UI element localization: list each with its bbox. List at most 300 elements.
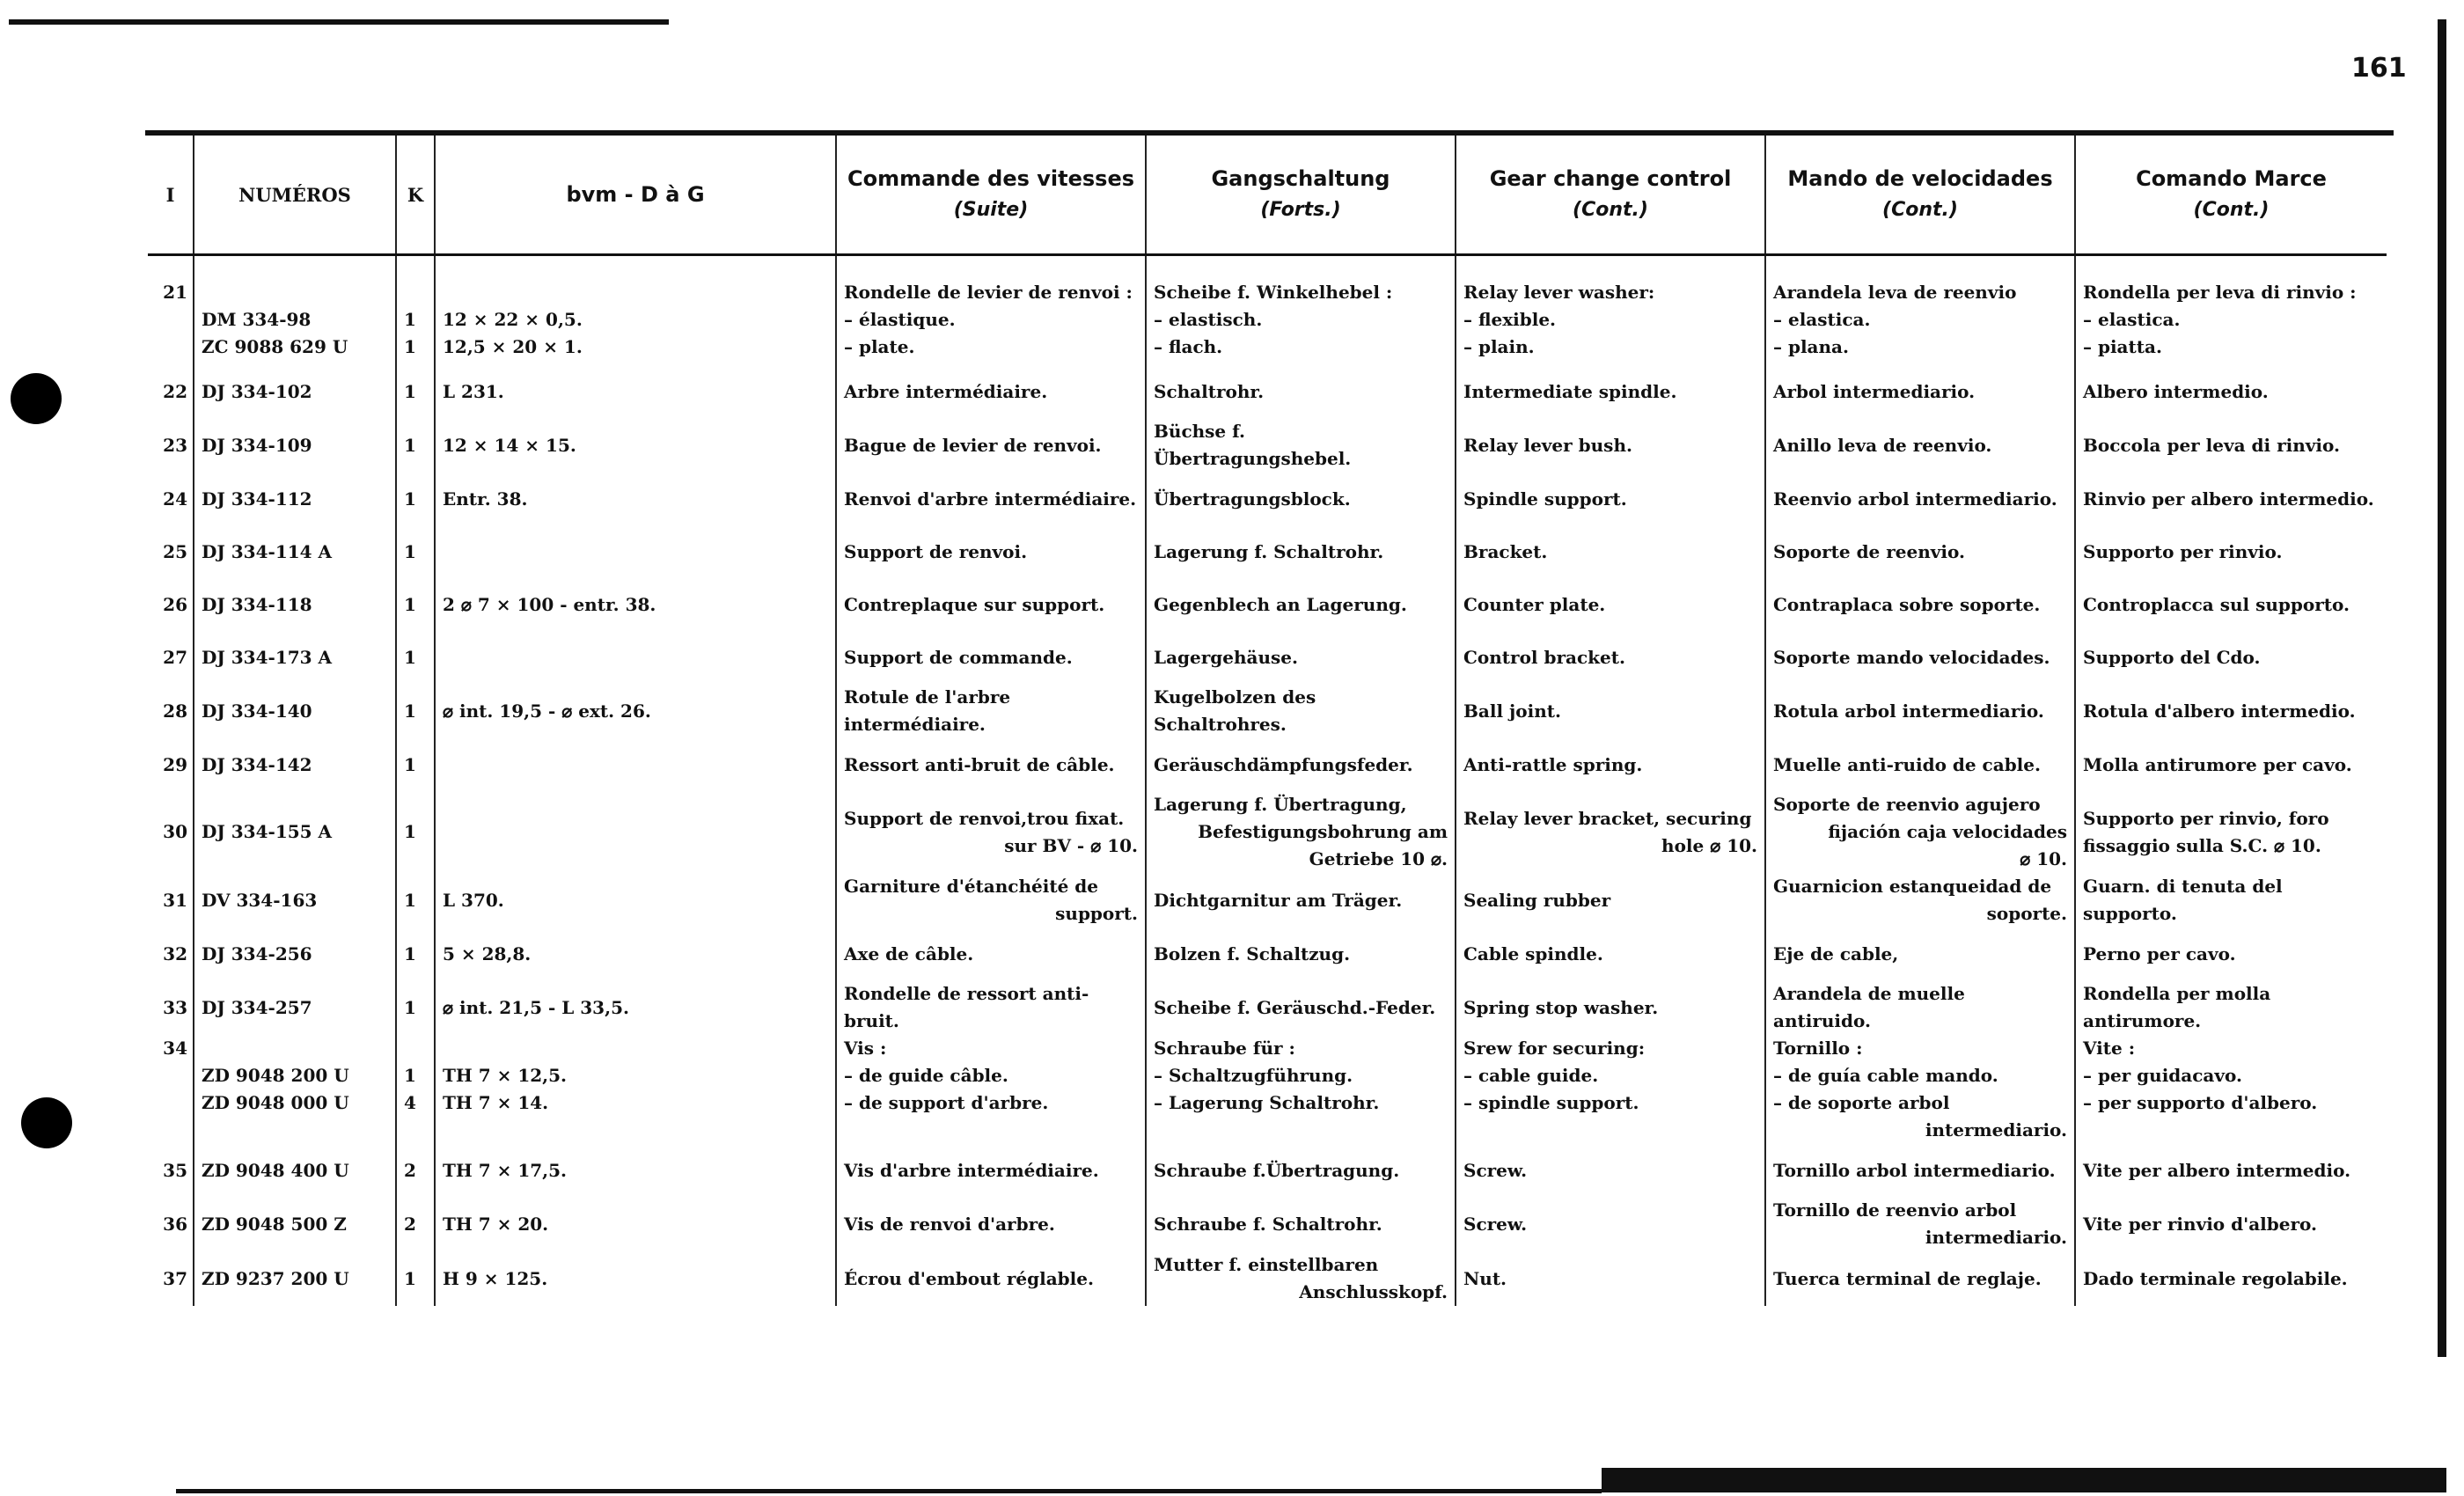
row-index: [148, 1035, 194, 1144]
desc-de: [1146, 791, 1456, 873]
cell-text: Soporte de reenvio agujero: [1773, 794, 2041, 815]
row-index-text: 33: [163, 996, 187, 1018]
cell-text: Übertragungsblock.: [1154, 488, 1351, 510]
quantity: [396, 1251, 435, 1306]
cell-text: DJ 334-257: [202, 996, 312, 1018]
cell-text: ZD 9048 000 U: [202, 1092, 349, 1113]
bvm-spec: [435, 684, 836, 738]
header-bvm: bvm - D à G: [435, 136, 836, 255]
header-german: Gangschaltung (Forts.): [1146, 136, 1456, 255]
cell-text: DM 334-98: [202, 309, 312, 330]
quantity: [396, 928, 435, 980]
cell-text: Spindle support.: [1463, 488, 1627, 510]
desc-it: [2075, 418, 2387, 473]
cell-text: Soporte de reenvio.: [1773, 540, 1965, 562]
cell-text: DJ 334-256: [202, 942, 312, 964]
cell-text: support.: [1055, 903, 1138, 924]
desc-de: [1146, 873, 1456, 928]
desc-es: [1765, 631, 2075, 684]
cell-text: Guarn. di tenuta del supporto.: [2083, 876, 2283, 924]
cell-text: 1: [404, 593, 416, 615]
bvm-spec: [435, 279, 836, 365]
cell-text: 2: [404, 1213, 416, 1235]
cell-text: – elastisch.: [1154, 309, 1263, 330]
row-index: [148, 980, 194, 1035]
cell-text: Anti-rattle spring.: [1463, 753, 1643, 775]
cell-text: – Lagerung Schaltrohr.: [1154, 1092, 1380, 1113]
row-index: [148, 684, 194, 738]
cell-text: ZD 9048 500 Z: [202, 1213, 347, 1235]
spacer-row: [148, 255, 2387, 280]
cell-text: – de guide câble.: [844, 1065, 1008, 1086]
bvm-spec: [435, 980, 836, 1035]
row-index-text: 26: [163, 593, 187, 615]
parts-rows: [148, 255, 2387, 1307]
desc-es: [1765, 1251, 2075, 1306]
desc-it: [2075, 684, 2387, 738]
cell-text: Controplacca sul supporto.: [2083, 593, 2350, 615]
cell-text: TH 7 × 12,5.: [443, 1065, 568, 1086]
right-edge-rule: [2438, 19, 2446, 1357]
bvm-spec: [435, 1251, 836, 1306]
cell-text: 2 ⌀ 7 × 100 - entr. 38.: [443, 593, 656, 615]
cell-text: Supporto per rinvio.: [2083, 540, 2283, 562]
desc-en: [1456, 279, 1765, 365]
quantity: [396, 1144, 435, 1197]
cell-text: Schraube f. Schaltrohr.: [1154, 1213, 1382, 1235]
cell-text: Guarnicion estanqueidad de: [1773, 876, 2052, 897]
cell-text: Molla antirumore per cavo.: [2083, 753, 2352, 775]
cell-text: Srew for securing:: [1463, 1038, 1646, 1059]
cell-text: Geräuschdämpfungsfeder.: [1154, 753, 1413, 775]
cell-text: Rotula d'albero intermedio.: [2083, 700, 2356, 722]
row-index: [148, 365, 194, 418]
cell-text: Eje de cable,: [1773, 942, 1899, 964]
cell-text: – de guía cable mando.: [1773, 1065, 1998, 1086]
cell-text: Support de commande.: [844, 646, 1073, 668]
cell-text: 1: [404, 753, 416, 775]
table-row: [148, 928, 2387, 980]
cell-text: ⌀ int. 19,5 - ⌀ ext. 26.: [443, 700, 651, 722]
desc-de: [1146, 928, 1456, 980]
row-index: [148, 738, 194, 791]
table-row: [148, 791, 2387, 873]
cell-text: Dado terminale regolabile.: [2083, 1267, 2348, 1289]
cell-text: – elastica.: [1773, 309, 1871, 330]
row-index-text: 28: [163, 700, 187, 722]
header-english: Gear change control (Cont.): [1456, 136, 1765, 255]
bottom-rule-thin: [176, 1489, 1602, 1493]
desc-en: [1456, 684, 1765, 738]
cell-text: Reenvio arbol intermediario.: [1773, 488, 2057, 510]
desc-fr: [836, 1197, 1146, 1251]
cell-text: – flach.: [1154, 336, 1223, 357]
bvm-spec: [435, 1035, 836, 1144]
cell-text: Vite :: [2083, 1038, 2136, 1059]
desc-de: [1146, 631, 1456, 684]
row-index: [148, 1144, 194, 1197]
desc-de: [1146, 279, 1456, 365]
cell-text: Rinvio per albero intermedio.: [2083, 488, 2374, 510]
desc-fr: [836, 1144, 1146, 1197]
cell-text: 1: [404, 821, 416, 842]
cell-text: Nut.: [1463, 1267, 1507, 1289]
cell-text: DJ 334-114 A: [202, 540, 333, 562]
cell-text: Écrou d'embout réglable.: [844, 1267, 1094, 1289]
desc-es: [1765, 418, 2075, 473]
cell-text: intermediario.: [1925, 1119, 2067, 1140]
header-italian: Comando Marce (Cont.): [2075, 136, 2387, 255]
desc-en: [1456, 1035, 1765, 1144]
desc-de: [1146, 418, 1456, 473]
desc-it: [2075, 738, 2387, 791]
desc-fr: [836, 418, 1146, 473]
row-index: [148, 631, 194, 684]
cell-text: Büchse f. Übertragungshebel.: [1154, 421, 1352, 469]
row-index-text: 32: [163, 942, 187, 964]
desc-es: [1765, 1035, 2075, 1144]
cell-text: Schaltrohr.: [1154, 380, 1265, 402]
part-number: [194, 473, 396, 525]
cell-text: Gegenblech an Lagerung.: [1154, 593, 1407, 615]
desc-en: [1456, 418, 1765, 473]
cell-text: Bracket.: [1463, 540, 1548, 562]
part-number: [194, 928, 396, 980]
page-number: 161: [2351, 53, 2407, 84]
cell-text: – per supporto d'albero.: [2083, 1092, 2318, 1113]
cell-text: Vis de renvoi d'arbre.: [844, 1213, 1055, 1235]
cell-text: Befestigungsbohrung am: [1198, 821, 1448, 842]
table-row: [148, 1197, 2387, 1251]
desc-es: [1765, 1197, 2075, 1251]
desc-en: [1456, 1144, 1765, 1197]
cell-text: – plain.: [1463, 336, 1535, 357]
cell-text: DV 334-163: [202, 889, 318, 911]
cell-text: Relay lever bracket, securing: [1463, 807, 1752, 829]
cell-text: Arbol intermediario.: [1773, 380, 1976, 402]
cell-text: DJ 334-173 A: [202, 646, 333, 668]
cell-text: fissaggio sulla S.C. ⌀ 10.: [2083, 834, 2321, 856]
cell-text: Schraube für :: [1154, 1038, 1295, 1059]
cell-text: Perno per cavo.: [2083, 942, 2236, 964]
table-row: [148, 365, 2387, 418]
bvm-spec: [435, 1144, 836, 1197]
cell-text: DJ 334-102: [202, 380, 312, 402]
cell-text: 1: [404, 700, 416, 722]
header-spanish: Mando de velocidades (Cont.): [1765, 136, 2075, 255]
bvm-spec: [435, 525, 836, 578]
cell-text: 1: [404, 540, 416, 562]
desc-fr: [836, 279, 1146, 365]
desc-it: [2075, 1251, 2387, 1306]
cell-text: Arbre intermédiaire.: [844, 380, 1048, 402]
cell-text: Tuerca terminal de reglaje.: [1773, 1267, 2042, 1289]
cell-text: – plate.: [844, 336, 915, 357]
top-left-rule: [9, 19, 669, 25]
quantity: [396, 525, 435, 578]
cell-text: Bolzen f. Schaltzug.: [1154, 942, 1351, 964]
row-index-text: 25: [163, 540, 187, 562]
cell-text: sur BV - ⌀ 10.: [1004, 834, 1138, 856]
desc-de: [1146, 473, 1456, 525]
cell-text: ZC 9088 629 U: [202, 336, 348, 357]
cell-text: Vis :: [844, 1038, 887, 1059]
cell-text: DJ 334-109: [202, 434, 312, 456]
part-number: [194, 738, 396, 791]
cell-text: Albero intermedio.: [2083, 380, 2269, 402]
desc-fr: [836, 1035, 1146, 1144]
row-index-text: 22: [163, 380, 187, 402]
bvm-spec: [435, 365, 836, 418]
part-number: [194, 279, 396, 365]
part-number: [194, 1251, 396, 1306]
cell-text: ZD 9048 200 U: [202, 1065, 349, 1086]
cell-text: Ressort anti-bruit de câble.: [844, 753, 1115, 775]
part-number: [194, 1197, 396, 1251]
desc-de: [1146, 1197, 1456, 1251]
row-index-text: 24: [163, 488, 187, 510]
desc-fr: [836, 473, 1146, 525]
cell-text: Kugelbolzen des Schaltrohres.: [1154, 686, 1316, 735]
desc-es: [1765, 873, 2075, 928]
quantity: [396, 418, 435, 473]
desc-it: [2075, 1035, 2387, 1144]
desc-it: [2075, 365, 2387, 418]
row-index-text: 27: [163, 646, 187, 668]
cell-text: Rondella per molla antirumore.: [2083, 983, 2271, 1031]
table-row: [148, 418, 2387, 473]
cell-text: – flexible.: [1463, 309, 1557, 330]
cell-text: Support de renvoi.: [844, 540, 1028, 562]
desc-es: [1765, 1144, 2075, 1197]
cell-text: Tornillo arbol intermediario.: [1773, 1159, 2056, 1181]
row-index: [148, 418, 194, 473]
row-index: [148, 1197, 194, 1251]
cell-text: 1: [404, 1065, 416, 1086]
desc-en: [1456, 873, 1765, 928]
cell-text: hole ⌀ 10.: [1661, 834, 1757, 856]
punch-hole-bottom: [21, 1097, 72, 1148]
header-row: [148, 136, 2387, 255]
cell-text: Rondelle de ressort anti-bruit.: [844, 983, 1089, 1031]
desc-es: [1765, 365, 2075, 418]
desc-es: [1765, 980, 2075, 1035]
desc-de: [1146, 684, 1456, 738]
bvm-spec: [435, 1197, 836, 1251]
cell-text: 2: [404, 1159, 416, 1181]
desc-it: [2075, 578, 2387, 631]
cell-text: 1: [404, 646, 416, 668]
cell-text: 1: [404, 942, 416, 964]
cell-text: Mutter f. einstellbaren: [1154, 1254, 1379, 1275]
header-index: I: [148, 136, 194, 255]
desc-en: [1456, 365, 1765, 418]
parts-table: [148, 136, 2387, 1306]
part-number: [194, 791, 396, 873]
part-number: [194, 365, 396, 418]
cell-text: Rondella per leva di rinvio :: [2083, 282, 2357, 303]
row-index-text: 21: [163, 282, 187, 303]
table-row: [148, 279, 2387, 365]
header-k: K: [396, 136, 435, 255]
cell-text: Vite per albero intermedio.: [2083, 1159, 2351, 1181]
quantity: [396, 738, 435, 791]
desc-it: [2075, 279, 2387, 365]
cell-text: 12,5 × 20 × 1.: [443, 336, 583, 357]
cell-text: Supporto del Cdo.: [2083, 646, 2261, 668]
row-index-text: 37: [163, 1267, 187, 1289]
cell-text: ⌀ int. 21,5 - L 33,5.: [443, 996, 629, 1018]
cell-text: Arandela de muelle antiruido.: [1773, 983, 1965, 1031]
cell-text: 1: [404, 380, 416, 402]
row-index: [148, 473, 194, 525]
desc-de: [1146, 1144, 1456, 1197]
cell-text: – plana.: [1773, 336, 1849, 357]
cell-text: ZD 9048 400 U: [202, 1159, 349, 1181]
cell-text: – piatta.: [2083, 336, 2162, 357]
cell-text: – de soporte arbol: [1773, 1092, 1950, 1113]
row-index-text: 30: [163, 821, 187, 842]
bvm-spec: [435, 928, 836, 980]
cell-text: L 231.: [443, 380, 504, 402]
table-row: [148, 1251, 2387, 1306]
row-index: [148, 928, 194, 980]
desc-it: [2075, 791, 2387, 873]
desc-es: [1765, 738, 2075, 791]
cell-text: soporte.: [1986, 903, 2067, 924]
cell-text: 1: [404, 1267, 416, 1289]
quantity: [396, 1035, 435, 1144]
quantity: [396, 279, 435, 365]
cell-text: – per guidacavo.: [2083, 1065, 2242, 1086]
cell-text: Lagergehäuse.: [1154, 646, 1298, 668]
cell-text: Rotula arbol intermediario.: [1773, 700, 2044, 722]
cell-text: 5 × 28,8.: [443, 942, 532, 964]
desc-en: [1456, 980, 1765, 1035]
cell-text: 1: [404, 336, 416, 357]
cell-text: Schraube f.Übertragung.: [1154, 1159, 1400, 1181]
cell-text: DJ 334-142: [202, 753, 312, 775]
table-row: [148, 684, 2387, 738]
row-index: [148, 1251, 194, 1306]
quantity: [396, 578, 435, 631]
cell-text: – spindle support.: [1463, 1092, 1639, 1113]
cell-text: Sealing rubber: [1463, 889, 1611, 911]
desc-it: [2075, 1144, 2387, 1197]
cell-text: – élastique.: [844, 309, 956, 330]
bvm-spec: [435, 473, 836, 525]
desc-fr: [836, 928, 1146, 980]
cell-text: Garniture d'étanchéité de: [844, 876, 1098, 897]
desc-it: [2075, 873, 2387, 928]
bottom-rule-thick: [1602, 1468, 2446, 1492]
cell-text: Renvoi d'arbre intermédiaire.: [844, 488, 1137, 510]
desc-fr: [836, 980, 1146, 1035]
desc-en: [1456, 473, 1765, 525]
desc-it: [2075, 473, 2387, 525]
punch-hole-top: [11, 373, 62, 424]
cell-text: DJ 334-118: [202, 593, 312, 615]
row-index-text: 31: [163, 889, 187, 911]
cell-text: Intermediate spindle.: [1463, 380, 1677, 402]
cell-text: Rondelle de levier de renvoi :: [844, 282, 1133, 303]
desc-fr: [836, 738, 1146, 791]
row-index-text: 35: [163, 1159, 187, 1181]
cell-text: Lagerung f. Schaltrohr.: [1154, 540, 1384, 562]
cell-text: Rotule de l'arbre intermédiaire.: [844, 686, 1011, 735]
part-number: [194, 980, 396, 1035]
cell-text: 12 × 14 × 15.: [443, 434, 576, 456]
cell-text: Muelle anti-ruido de cable.: [1773, 753, 2041, 775]
desc-de: [1146, 980, 1456, 1035]
cell-text: Spring stop washer.: [1463, 996, 1659, 1018]
header-french: Commande des vitesses (Suite): [836, 136, 1146, 255]
desc-en: [1456, 738, 1765, 791]
quantity: [396, 365, 435, 418]
cell-text: DJ 334-112: [202, 488, 312, 510]
cell-text: Vis d'arbre intermédiaire.: [844, 1159, 1099, 1181]
desc-fr: [836, 1251, 1146, 1306]
desc-de: [1146, 1035, 1456, 1144]
cell-text: ⌀ 10.: [2020, 848, 2067, 869]
part-number: [194, 684, 396, 738]
desc-en: [1456, 631, 1765, 684]
cell-text: 1: [404, 996, 416, 1018]
cell-text: Ball joint.: [1463, 700, 1561, 722]
row-index-text: 36: [163, 1213, 187, 1235]
cell-text: Supporto per rinvio, foro: [2083, 807, 2329, 829]
table-row: [148, 473, 2387, 525]
bvm-spec: [435, 738, 836, 791]
cell-text: Entr. 38.: [443, 488, 528, 510]
desc-it: [2075, 928, 2387, 980]
quantity: [396, 791, 435, 873]
desc-de: [1146, 365, 1456, 418]
desc-es: [1765, 473, 2075, 525]
desc-it: [2075, 980, 2387, 1035]
table-row: [148, 1035, 2387, 1144]
desc-it: [2075, 1197, 2387, 1251]
desc-de: [1146, 578, 1456, 631]
cell-text: 12 × 22 × 0,5.: [443, 309, 583, 330]
cell-text: Boccola per leva di rinvio.: [2083, 434, 2340, 456]
quantity: [396, 1197, 435, 1251]
table-row: [148, 1144, 2387, 1197]
bvm-spec: [435, 578, 836, 631]
desc-fr: [836, 631, 1146, 684]
desc-de: [1146, 525, 1456, 578]
table-row: [148, 525, 2387, 578]
cell-text: Getriebe 10 ⌀.: [1309, 848, 1448, 869]
cell-text: Counter plate.: [1463, 593, 1606, 615]
bvm-spec: [435, 631, 836, 684]
part-number: [194, 418, 396, 473]
desc-es: [1765, 684, 2075, 738]
cell-text: Contraplaca sobre soporte.: [1773, 593, 2041, 615]
row-index: [148, 279, 194, 365]
desc-es: [1765, 279, 2075, 365]
quantity: [396, 684, 435, 738]
cell-text: 1: [404, 889, 416, 911]
part-number: [194, 631, 396, 684]
cell-text: 4: [404, 1092, 416, 1113]
table-row: [148, 578, 2387, 631]
cell-text: Cable spindle.: [1463, 942, 1603, 964]
part-number: [194, 525, 396, 578]
cell-text: Scheibe f. Geräuschd.-Feder.: [1154, 996, 1436, 1018]
part-number: [194, 1144, 396, 1197]
desc-en: [1456, 791, 1765, 873]
